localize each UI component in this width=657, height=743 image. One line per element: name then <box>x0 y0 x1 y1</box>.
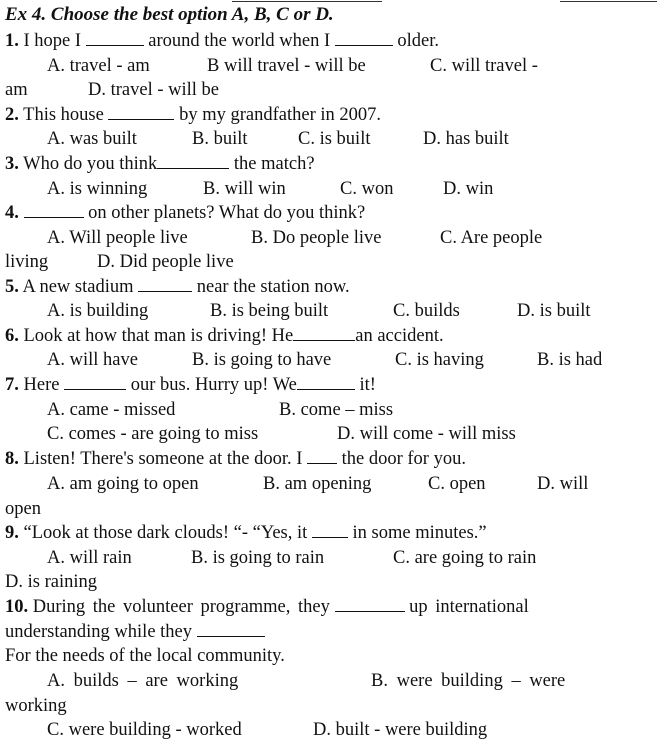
option-d-cont: open <box>5 499 41 519</box>
question-text: I hope I <box>23 31 82 51</box>
option-d[interactable]: D. travel - will be <box>88 80 219 100</box>
question-text: older. <box>397 31 440 51</box>
answer-blank[interactable] <box>335 29 393 46</box>
question-number: 7. <box>5 375 19 395</box>
option-b[interactable]: B. is going to have <box>192 350 332 370</box>
question-text: our bus. Hurry up! We <box>130 375 297 395</box>
answer-blank[interactable] <box>312 521 348 538</box>
question-2 <box>5 103 655 127</box>
answer-blank[interactable] <box>64 373 126 390</box>
option-a[interactable]: A. is winning <box>47 179 148 199</box>
option-d[interactable]: D. will <box>537 474 589 494</box>
option-c[interactable]: C. are going to rain <box>393 548 537 568</box>
question-4 <box>5 201 655 225</box>
option-a[interactable]: A. travel - am <box>47 56 150 76</box>
option-b[interactable]: B. is going to rain <box>191 548 325 568</box>
option-a[interactable]: A. will have <box>47 350 138 370</box>
question-number: 6. <box>5 326 19 346</box>
option-d[interactable]: D. built - were building <box>313 720 488 740</box>
option-b[interactable]: B. come – miss <box>279 400 394 420</box>
question-number: 4. <box>5 203 19 223</box>
question-text: around the world when I <box>148 31 331 51</box>
question-1 <box>5 29 655 53</box>
exercise-title: Ex 4. Choose the best option A, B, C or D. <box>5 4 334 25</box>
option-b[interactable]: B will travel - will be <box>207 56 366 76</box>
question-10-cont <box>5 620 655 644</box>
option-c[interactable]: C. comes - are going to miss <box>47 424 259 444</box>
top-divider-right <box>560 1 657 2</box>
question-text: near the station now. <box>196 277 350 297</box>
option-b[interactable]: B. will win <box>203 179 286 199</box>
option-d[interactable]: D. is raining <box>5 572 97 592</box>
option-a[interactable]: A. came - missed <box>47 400 176 420</box>
question-5 <box>5 275 655 299</box>
question-text: in some minutes.” <box>352 523 487 543</box>
option-a[interactable]: A. builds – are working <box>47 671 239 691</box>
option-a[interactable]: A. is building <box>47 301 149 321</box>
option-c[interactable]: C. will travel - <box>430 56 538 76</box>
option-d[interactable]: D. has built <box>423 129 509 149</box>
question-text: up international <box>409 597 529 617</box>
question-number: 8. <box>5 449 19 469</box>
question-text: A new stadium <box>22 277 134 297</box>
top-divider <box>232 1 382 2</box>
answer-blank[interactable] <box>307 447 337 464</box>
question-text: by my grandfather in 2007. <box>179 105 382 125</box>
option-d[interactable]: D. Did people live <box>97 252 234 272</box>
answer-blank[interactable] <box>293 324 355 341</box>
answer-blank[interactable] <box>297 373 355 390</box>
option-c[interactable]: C. is having <box>395 350 484 370</box>
question-10 <box>5 595 655 619</box>
option-c[interactable]: C. builds <box>393 301 460 321</box>
question-text: Look at how that man is driving! He <box>23 326 294 346</box>
option-a[interactable]: A. Will people live <box>47 228 188 248</box>
question-text: During the volunteer programme, they <box>32 597 330 617</box>
question-text: “Look at those dark clouds! “- “Yes, it <box>23 523 308 543</box>
question-6 <box>5 324 655 348</box>
option-c[interactable]: C. is built <box>298 129 371 149</box>
question-10-cont2: For the needs of the local community. <box>5 646 285 666</box>
option-d[interactable]: B. is had <box>537 350 603 370</box>
option-a[interactable]: A. was built <box>47 129 137 149</box>
question-number: 5. <box>5 277 19 297</box>
answer-blank[interactable] <box>335 595 405 612</box>
question-text: This house <box>23 105 104 125</box>
option-b[interactable]: B. Do people live <box>251 228 382 248</box>
option-d[interactable]: D. is built <box>517 301 591 321</box>
option-c[interactable]: C. were building - worked <box>47 720 242 740</box>
question-3 <box>5 152 655 176</box>
option-c[interactable]: C. Are people <box>440 228 543 248</box>
question-number: 9. <box>5 523 19 543</box>
option-c[interactable]: C. won <box>340 179 394 199</box>
answer-blank[interactable] <box>138 275 192 292</box>
option-c[interactable]: C. open <box>428 474 486 494</box>
answer-blank[interactable] <box>108 103 174 120</box>
option-b[interactable]: B. were building – were <box>371 671 566 691</box>
question-number: 10. <box>5 597 29 617</box>
option-b[interactable]: B. is being built <box>210 301 329 321</box>
answer-blank[interactable] <box>197 620 265 637</box>
option-a[interactable]: A. am going to open <box>47 474 199 494</box>
option-d[interactable]: D. will come - will miss <box>337 424 516 444</box>
question-7 <box>5 373 655 397</box>
question-number: 1. <box>5 31 19 51</box>
question-text: an accident. <box>355 326 444 346</box>
answer-blank[interactable] <box>157 152 229 169</box>
question-text: Who do you think <box>23 154 158 174</box>
option-d[interactable]: D. win <box>443 179 494 199</box>
answer-blank[interactable] <box>86 29 144 46</box>
question-text: on other planets? What do you think? <box>88 203 366 223</box>
option-c-cont: living <box>5 252 49 272</box>
answer-blank[interactable] <box>24 201 84 218</box>
question-text: Here <box>23 375 60 395</box>
option-b[interactable]: B. built <box>192 129 248 149</box>
option-a[interactable]: A. will rain <box>47 548 132 568</box>
question-9 <box>5 521 655 545</box>
question-text: it! <box>359 375 376 395</box>
question-text: understanding while they <box>5 622 193 642</box>
question-text: the match? <box>233 154 315 174</box>
option-b-cont: working <box>5 696 67 716</box>
question-text: Listen! There's someone at the door. I <box>23 449 303 469</box>
question-number: 3. <box>5 154 19 174</box>
option-b[interactable]: B. am opening <box>263 474 372 494</box>
option-c-cont: am <box>5 80 28 100</box>
question-text: the door for you. <box>341 449 466 469</box>
question-8 <box>5 447 655 471</box>
question-number: 2. <box>5 105 19 125</box>
